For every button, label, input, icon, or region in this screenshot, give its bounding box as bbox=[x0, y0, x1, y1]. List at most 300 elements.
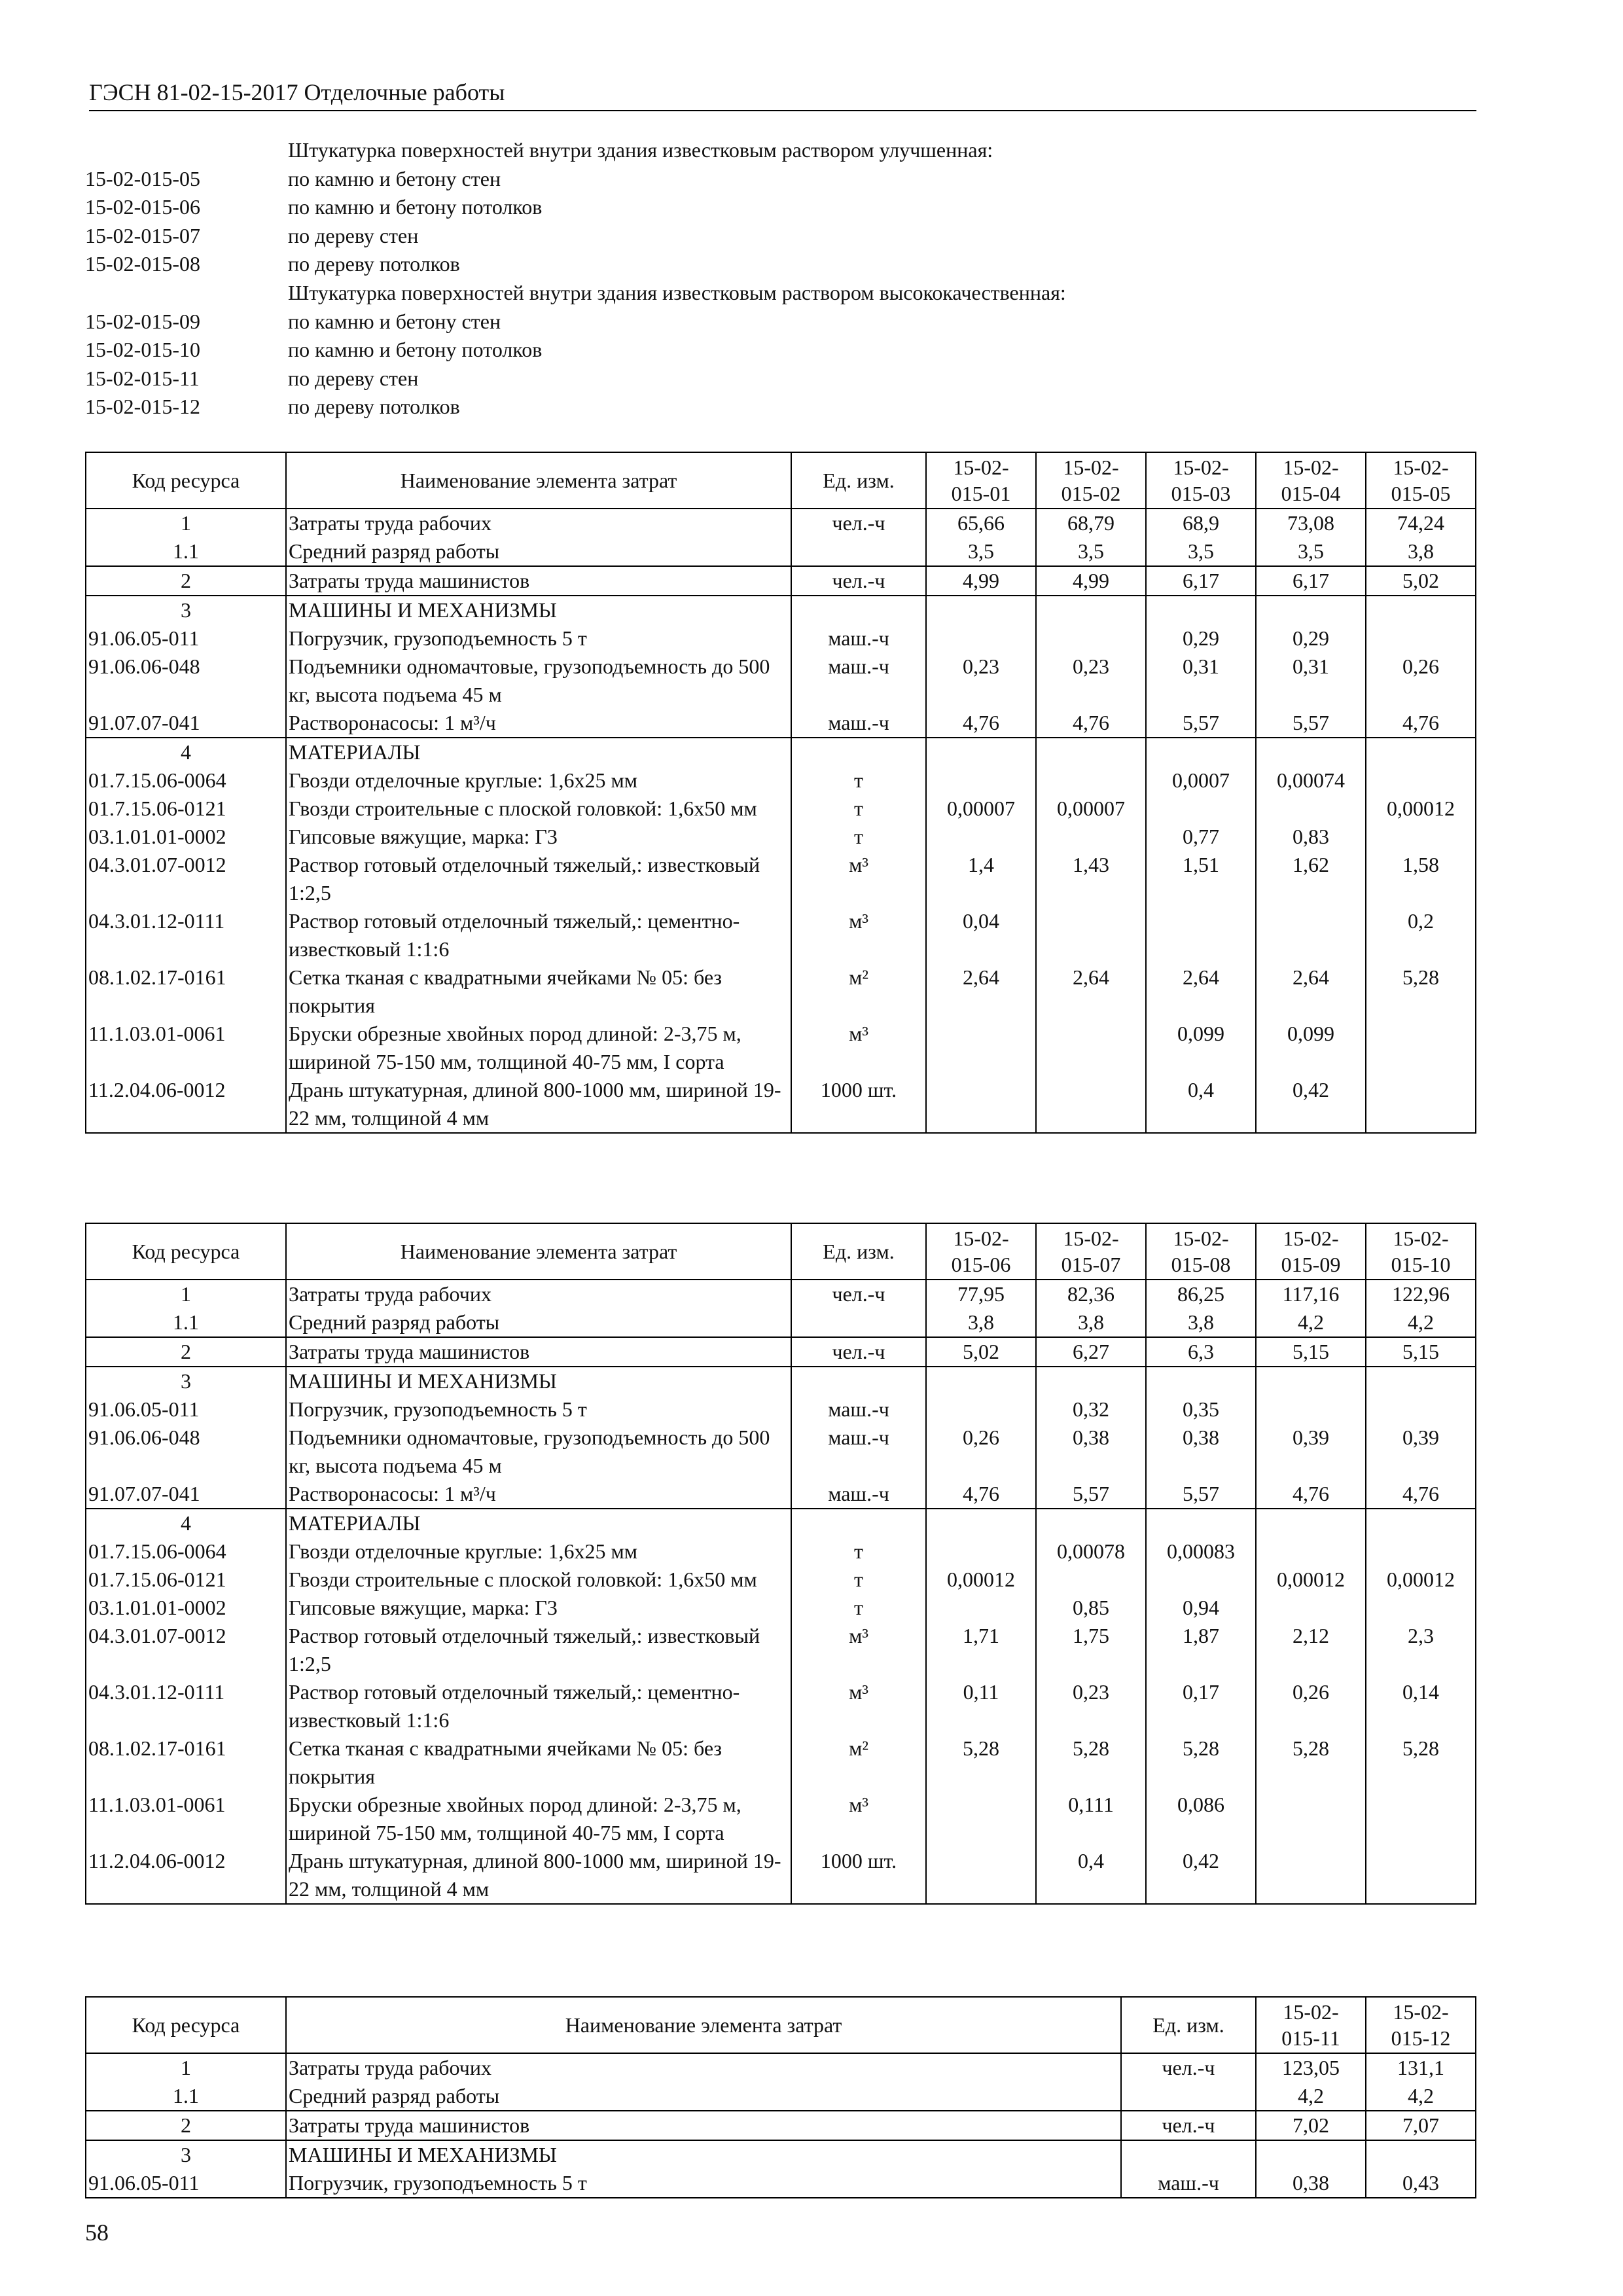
resource-code: 01.7.15.06-0064 bbox=[86, 766, 286, 795]
table-row bbox=[86, 1076, 1476, 1133]
table-row bbox=[86, 1791, 1476, 1847]
resource-unit: т bbox=[791, 1537, 926, 1566]
norm-value: 5,28 bbox=[926, 1734, 1036, 1791]
table-row bbox=[86, 709, 1476, 738]
intro-text: Штукатурка поверхностей внутри здания известковым раствором улучшенная: bbox=[288, 138, 993, 162]
resource-code: 04.3.01.12-0111 bbox=[86, 907, 286, 963]
resource-name: МАШИНЫ И МЕХАНИЗМЫ bbox=[286, 596, 791, 624]
resource-unit: маш.-ч bbox=[791, 709, 926, 738]
resource-unit: чел.-ч bbox=[1121, 2053, 1256, 2082]
intro-line bbox=[85, 336, 1486, 365]
table-row bbox=[86, 907, 1476, 963]
resource-name: Подъемники одномачтовые, грузоподъемность до 500 кг, высота подъема 45 м bbox=[286, 653, 791, 709]
resource-name: Бруски обрезные хвойных пород длиной: 2-3,75 м, шириной 75-150 мм, толщиной 40-75 мм, I сорта bbox=[286, 1020, 791, 1076]
norm-value: 5,02 bbox=[1366, 566, 1476, 596]
norm-value: 0,31 bbox=[1146, 653, 1256, 709]
norm-value: 65,66 bbox=[926, 509, 1036, 537]
norm-value bbox=[1036, 624, 1146, 653]
norm-value: 6,17 bbox=[1146, 566, 1256, 596]
norm-value bbox=[926, 1594, 1036, 1622]
header-norm-code: 15-02- 015-05 bbox=[1366, 452, 1476, 509]
header-norm-code: 15-02- 015-06 bbox=[926, 1223, 1036, 1280]
norm-value bbox=[926, 1847, 1036, 1904]
norm-value: 0,0007 bbox=[1146, 766, 1256, 795]
resource-name: Дрань штукатурная, длиной 800-1000 мм, шириной 19-22 мм, толщиной 4 мм bbox=[286, 1847, 791, 1904]
header-name: Наименование элемента затрат bbox=[286, 1223, 791, 1280]
resource-unit: м³ bbox=[791, 907, 926, 963]
resource-code: 2 bbox=[86, 1337, 286, 1367]
norm-value: 0,17 bbox=[1146, 1678, 1256, 1734]
norm-value: 2,64 bbox=[926, 963, 1036, 1020]
table-row bbox=[86, 1847, 1476, 1904]
table-row bbox=[86, 766, 1476, 795]
intro-code: 15-02-015-12 bbox=[85, 395, 200, 419]
intro-line bbox=[85, 193, 1486, 222]
document-title: ГЭСН 81-02-15-2017 Отделочные работы bbox=[89, 79, 505, 105]
norm-value: 0,26 bbox=[926, 1424, 1036, 1480]
resource-code: 1.1 bbox=[86, 2082, 286, 2111]
norm-value: 0,14 bbox=[1366, 1678, 1476, 1734]
resource-name: МАШИНЫ И МЕХАНИЗМЫ bbox=[286, 2140, 1121, 2169]
resource-code: 1 bbox=[86, 1280, 286, 1308]
resource-unit: 1000 шт. bbox=[791, 1847, 926, 1904]
norm-value: 4,76 bbox=[1366, 1480, 1476, 1509]
resource-code: 1.1 bbox=[86, 537, 286, 566]
norm-value: 0,38 bbox=[1036, 1424, 1146, 1480]
resource-code: 11.2.04.06-0012 bbox=[86, 1847, 286, 1904]
table-row bbox=[86, 509, 1476, 537]
norm-value bbox=[1366, 1020, 1476, 1076]
norm-value: 0,39 bbox=[1366, 1424, 1476, 1480]
resource-unit: маш.-ч bbox=[791, 1395, 926, 1424]
resource-code: 3 bbox=[86, 596, 286, 624]
norm-value: 0,42 bbox=[1146, 1847, 1256, 1904]
norm-value bbox=[926, 1076, 1036, 1133]
resource-name: Гипсовые вяжущие, марка: Г3 bbox=[286, 823, 791, 851]
resource-code: 1.1 bbox=[86, 1308, 286, 1337]
norm-value: 0,4 bbox=[1036, 1847, 1146, 1904]
intro-text: Штукатурка поверхностей внутри здания известковым раствором высококачественная: bbox=[288, 280, 1066, 304]
norm-value: 0,32 bbox=[1036, 1395, 1146, 1424]
norm-value bbox=[1146, 1509, 1256, 1537]
resource-unit bbox=[791, 1509, 926, 1537]
norm-value: 5,57 bbox=[1036, 1480, 1146, 1509]
resource-code: 01.7.15.06-0121 bbox=[86, 1566, 286, 1594]
norm-value bbox=[1256, 907, 1366, 963]
resource-unit: м² bbox=[791, 1734, 926, 1791]
norm-value: 4,76 bbox=[1036, 709, 1146, 738]
resource-unit: т bbox=[791, 766, 926, 795]
resource-code: 11.1.03.01-0061 bbox=[86, 1791, 286, 1847]
resource-unit: т bbox=[791, 795, 926, 823]
norm-value: 0,00083 bbox=[1146, 1537, 1256, 1566]
resource-code: 91.06.05-011 bbox=[86, 624, 286, 653]
norm-value: 5,28 bbox=[1146, 1734, 1256, 1791]
resource-code: 91.07.07-041 bbox=[86, 709, 286, 738]
resource-name: Подъемники одномачтовые, грузоподъемность до 500 кг, высота подъема 45 м bbox=[286, 1424, 791, 1480]
table-row bbox=[86, 2111, 1476, 2140]
table-row bbox=[86, 653, 1476, 709]
resource-code: 4 bbox=[86, 738, 286, 766]
resource-unit: м³ bbox=[791, 1678, 926, 1734]
intro-text: по дереву стен bbox=[288, 366, 419, 390]
table-row bbox=[86, 624, 1476, 653]
norm-value bbox=[1256, 2140, 1366, 2169]
header-norm-code: 15-02- 015-07 bbox=[1036, 1223, 1146, 1280]
header-unit: Ед. изм. bbox=[1121, 1997, 1256, 2053]
norm-value: 1,58 bbox=[1366, 851, 1476, 907]
norm-value: 5,02 bbox=[926, 1337, 1036, 1367]
intro-line bbox=[85, 165, 1486, 194]
norm-value bbox=[926, 1509, 1036, 1537]
resource-code: 08.1.02.17-0161 bbox=[86, 963, 286, 1020]
header-norm-code: 15-02- 015-08 bbox=[1146, 1223, 1256, 1280]
resource-unit: чел.-ч bbox=[1121, 2111, 1256, 2140]
resource-code: 04.3.01.12-0111 bbox=[86, 1678, 286, 1734]
table-row bbox=[86, 963, 1476, 1020]
table-row bbox=[86, 1594, 1476, 1622]
norm-value: 122,96 bbox=[1366, 1280, 1476, 1308]
resource-code: 01.7.15.06-0121 bbox=[86, 795, 286, 823]
table-row bbox=[86, 537, 1476, 566]
norm-value bbox=[1366, 1367, 1476, 1395]
resource-unit bbox=[1121, 2140, 1256, 2169]
norm-value: 0,4 bbox=[1146, 1076, 1256, 1133]
norm-value: 0,23 bbox=[1036, 1678, 1146, 1734]
norm-value: 3,5 bbox=[1256, 537, 1366, 566]
norm-value: 0,04 bbox=[926, 907, 1036, 963]
norm-value: 1,75 bbox=[1036, 1622, 1146, 1678]
resource-name: Средний разряд работы bbox=[286, 1308, 791, 1337]
resource-table-3 bbox=[85, 1996, 1476, 2198]
norm-value bbox=[1256, 1509, 1366, 1537]
norm-value: 2,64 bbox=[1146, 963, 1256, 1020]
intro-text: по дереву стен bbox=[288, 223, 419, 247]
norm-value: 1,4 bbox=[926, 851, 1036, 907]
table-row bbox=[86, 2082, 1476, 2111]
table-header-row bbox=[86, 452, 1476, 509]
resource-name: Раствор готовый отделочный тяжелый,: известковый 1:2,5 bbox=[286, 851, 791, 907]
table-row bbox=[86, 2140, 1476, 2169]
norm-value bbox=[1366, 766, 1476, 795]
norm-value bbox=[1036, 738, 1146, 766]
norm-value: 3,5 bbox=[1036, 537, 1146, 566]
resource-name: МАТЕРИАЛЫ bbox=[286, 738, 791, 766]
resource-name: Гвозди отделочные круглые: 1,6х25 мм bbox=[286, 1537, 791, 1566]
norm-value: 4,76 bbox=[926, 709, 1036, 738]
resource-name: Средний разряд работы bbox=[286, 537, 791, 566]
resource-name: Затраты труда машинистов bbox=[286, 1337, 791, 1367]
norm-value bbox=[1366, 1076, 1476, 1133]
resource-name: Затраты труда рабочих bbox=[286, 509, 791, 537]
norm-value: 7,07 bbox=[1366, 2111, 1476, 2140]
table-row bbox=[86, 1020, 1476, 1076]
resource-unit bbox=[791, 537, 926, 566]
resource-name: Дрань штукатурная, длиной 800-1000 мм, шириной 19-22 мм, толщиной 4 мм bbox=[286, 1076, 791, 1133]
norm-value: 2,64 bbox=[1036, 963, 1146, 1020]
resource-unit: м³ bbox=[791, 851, 926, 907]
norm-value bbox=[1036, 1076, 1146, 1133]
norm-value bbox=[926, 1537, 1036, 1566]
resource-code: 91.06.05-011 bbox=[86, 2169, 286, 2198]
norm-value: 5,28 bbox=[1256, 1734, 1366, 1791]
intro-code: 15-02-015-11 bbox=[85, 366, 200, 390]
intro-code: 15-02-015-08 bbox=[85, 252, 200, 276]
intro-line bbox=[85, 365, 1486, 393]
resource-unit bbox=[791, 1308, 926, 1337]
resource-code: 91.07.07-041 bbox=[86, 1480, 286, 1509]
norm-value bbox=[926, 1020, 1036, 1076]
norm-value bbox=[1366, 624, 1476, 653]
norm-value: 82,36 bbox=[1036, 1280, 1146, 1308]
norm-value: 74,24 bbox=[1366, 509, 1476, 537]
resource-name: Погрузчик, грузоподъемность 5 т bbox=[286, 1395, 791, 1424]
resource-name: Растворонасосы: 1 м³/ч bbox=[286, 1480, 791, 1509]
norm-value: 0,00012 bbox=[1366, 795, 1476, 823]
intro-text: по камню и бетону стен bbox=[288, 166, 501, 190]
norm-value: 0,11 bbox=[926, 1678, 1036, 1734]
norm-value: 0,00012 bbox=[926, 1566, 1036, 1594]
intro-code: 15-02-015-07 bbox=[85, 223, 200, 247]
norm-value bbox=[1256, 1791, 1366, 1847]
norm-value bbox=[1256, 738, 1366, 766]
intro-line bbox=[85, 136, 1486, 165]
intro-line bbox=[85, 222, 1486, 251]
norm-value: 0,00078 bbox=[1036, 1537, 1146, 1566]
header-code: Код ресурса bbox=[86, 1223, 286, 1280]
norm-value: 3,8 bbox=[1366, 537, 1476, 566]
header-norm-code: 15-02- 015-04 bbox=[1256, 452, 1366, 509]
norm-value bbox=[926, 823, 1036, 851]
norm-value bbox=[1256, 1537, 1366, 1566]
intro-line bbox=[85, 308, 1486, 336]
norm-value: 0,38 bbox=[1146, 1424, 1256, 1480]
resource-code: 4 bbox=[86, 1509, 286, 1537]
table-row bbox=[86, 566, 1476, 596]
norm-value: 6,17 bbox=[1256, 566, 1366, 596]
resource-code: 03.1.01.01-0002 bbox=[86, 1594, 286, 1622]
header-name: Наименование элемента затрат bbox=[286, 452, 791, 509]
norm-value bbox=[1036, 1020, 1146, 1076]
resource-name: Гвозди отделочные круглые: 1,6х25 мм bbox=[286, 766, 791, 795]
resource-name: Средний разряд работы bbox=[286, 2082, 1121, 2111]
table-row bbox=[86, 823, 1476, 851]
resource-unit: т bbox=[791, 1594, 926, 1622]
resource-unit: маш.-ч bbox=[791, 1424, 926, 1480]
norm-value: 5,15 bbox=[1366, 1337, 1476, 1367]
resource-unit: м³ bbox=[791, 1622, 926, 1678]
table-header-row bbox=[86, 1223, 1476, 1280]
resource-name: Раствор готовый отделочный тяжелый,: цементно-известковый 1:1:6 bbox=[286, 1678, 791, 1734]
resource-name: Раствор готовый отделочный тяжелый,: цементно-известковый 1:1:6 bbox=[286, 907, 791, 963]
norm-value: 5,57 bbox=[1146, 709, 1256, 738]
norm-value bbox=[1366, 823, 1476, 851]
norm-value: 4,2 bbox=[1366, 1308, 1476, 1337]
resource-name: Гвозди строительные с плоской головкой: 1,6х50 мм bbox=[286, 795, 791, 823]
header-code: Код ресурса bbox=[86, 452, 286, 509]
intro-text: по дереву потолков bbox=[288, 252, 460, 276]
resource-unit: чел.-ч bbox=[791, 509, 926, 537]
resource-code: 3 bbox=[86, 1367, 286, 1395]
table-row bbox=[86, 1367, 1476, 1395]
norm-value: 0,099 bbox=[1146, 1020, 1256, 1076]
intro-text: по дереву потолков bbox=[288, 395, 460, 419]
norm-value: 68,79 bbox=[1036, 509, 1146, 537]
resource-unit: маш.-ч bbox=[1121, 2169, 1256, 2198]
intro-line bbox=[85, 279, 1486, 308]
norm-value bbox=[1366, 1395, 1476, 1424]
norm-value bbox=[1036, 823, 1146, 851]
header-norm-code: 15-02- 015-11 bbox=[1256, 1997, 1366, 2053]
norm-value bbox=[1146, 1367, 1256, 1395]
norm-value: 0,111 bbox=[1036, 1791, 1146, 1847]
norm-value: 0,086 bbox=[1146, 1791, 1256, 1847]
intro-text: по камню и бетону стен bbox=[288, 309, 501, 333]
resource-code: 3 bbox=[86, 2140, 286, 2169]
norm-value: 4,99 bbox=[1036, 566, 1146, 596]
norm-value: 0,26 bbox=[1256, 1678, 1366, 1734]
norm-value: 68,9 bbox=[1146, 509, 1256, 537]
norm-value bbox=[1366, 1847, 1476, 1904]
norm-value bbox=[1146, 907, 1256, 963]
norm-value: 0,29 bbox=[1146, 624, 1256, 653]
resource-code: 01.7.15.06-0064 bbox=[86, 1537, 286, 1566]
resource-name: Бруски обрезные хвойных пород длиной: 2-3,75 м, шириной 75-150 мм, толщиной 40-75 мм, I сорта bbox=[286, 1791, 791, 1847]
intro-line bbox=[85, 250, 1486, 279]
norm-value: 0,00012 bbox=[1366, 1566, 1476, 1594]
intro-code: 15-02-015-05 bbox=[85, 166, 200, 190]
norm-value: 3,5 bbox=[926, 537, 1036, 566]
table-row bbox=[86, 851, 1476, 907]
resource-code: 04.3.01.07-0012 bbox=[86, 1622, 286, 1678]
norm-value: 0,83 bbox=[1256, 823, 1366, 851]
norm-value: 77,95 bbox=[926, 1280, 1036, 1308]
resource-name: Раствор готовый отделочный тяжелый,: известковый 1:2,5 bbox=[286, 1622, 791, 1678]
norm-value: 0,00007 bbox=[1036, 795, 1146, 823]
intro-text: по камню и бетону потолков bbox=[288, 195, 543, 219]
table-row bbox=[86, 1308, 1476, 1337]
table-row bbox=[86, 1395, 1476, 1424]
resource-unit: т bbox=[791, 1566, 926, 1594]
intro-line bbox=[85, 393, 1486, 422]
header-name: Наименование элемента затрат bbox=[286, 1997, 1121, 2053]
resource-unit bbox=[791, 596, 926, 624]
norm-value: 123,05 bbox=[1256, 2053, 1366, 2082]
norm-value: 0,23 bbox=[926, 653, 1036, 709]
table-row bbox=[86, 1424, 1476, 1480]
norm-value: 6,27 bbox=[1036, 1337, 1146, 1367]
resource-code: 91.06.05-011 bbox=[86, 1395, 286, 1424]
header-norm-code: 15-02- 015-01 bbox=[926, 452, 1036, 509]
resource-code: 2 bbox=[86, 566, 286, 596]
norm-value: 131,1 bbox=[1366, 2053, 1476, 2082]
resource-name: Сетка тканая с квадратными ячейками № 05: без покрытия bbox=[286, 1734, 791, 1791]
resource-unit: чел.-ч bbox=[791, 566, 926, 596]
norm-value: 4,2 bbox=[1256, 2082, 1366, 2111]
norm-value: 117,16 bbox=[1256, 1280, 1366, 1308]
norm-value: 0,39 bbox=[1256, 1424, 1366, 1480]
norm-value: 5,15 bbox=[1256, 1337, 1366, 1367]
norm-value: 0,2 bbox=[1366, 907, 1476, 963]
intro-code: 15-02-015-10 bbox=[85, 338, 200, 362]
norm-value bbox=[926, 738, 1036, 766]
norm-value: 0,85 bbox=[1036, 1594, 1146, 1622]
resource-unit bbox=[1121, 2082, 1256, 2111]
resource-code: 91.06.06-048 bbox=[86, 1424, 286, 1480]
resource-code: 91.06.06-048 bbox=[86, 653, 286, 709]
norm-value: 4,76 bbox=[1256, 1480, 1366, 1509]
norm-value: 0,35 bbox=[1146, 1395, 1256, 1424]
norm-value: 0,94 bbox=[1146, 1594, 1256, 1622]
table-row bbox=[86, 795, 1476, 823]
resource-unit: м² bbox=[791, 963, 926, 1020]
norm-value: 4,76 bbox=[1366, 709, 1476, 738]
norm-value: 4,99 bbox=[926, 566, 1036, 596]
table-row bbox=[86, 596, 1476, 624]
norm-value: 0,29 bbox=[1256, 624, 1366, 653]
norm-value bbox=[1256, 596, 1366, 624]
norm-value: 5,28 bbox=[1366, 963, 1476, 1020]
norm-value: 1,71 bbox=[926, 1622, 1036, 1678]
header-norm-code: 15-02- 015-09 bbox=[1256, 1223, 1366, 1280]
norm-value: 1,51 bbox=[1146, 851, 1256, 907]
norm-value: 0,26 bbox=[1366, 653, 1476, 709]
norm-value: 0,00012 bbox=[1256, 1566, 1366, 1594]
table-row bbox=[86, 1480, 1476, 1509]
norm-value bbox=[1036, 766, 1146, 795]
norm-value bbox=[1366, 1594, 1476, 1622]
header-norm-code: 15-02- 015-02 bbox=[1036, 452, 1146, 509]
resource-name: Затраты труда машинистов bbox=[286, 566, 791, 596]
header-unit: Ед. изм. bbox=[791, 1223, 926, 1280]
table-row bbox=[86, 1337, 1476, 1367]
resource-unit: м³ bbox=[791, 1020, 926, 1076]
page-number: 58 bbox=[85, 2219, 109, 2246]
norm-value bbox=[1256, 1367, 1366, 1395]
norm-value: 4,2 bbox=[1366, 2082, 1476, 2111]
resource-unit: маш.-ч bbox=[791, 1480, 926, 1509]
norm-value bbox=[1146, 738, 1256, 766]
norm-value bbox=[926, 1367, 1036, 1395]
norm-value: 86,25 bbox=[1146, 1280, 1256, 1308]
resource-code: 03.1.01.01-0002 bbox=[86, 823, 286, 851]
norm-value bbox=[1036, 1509, 1146, 1537]
resource-name: Затраты труда рабочих bbox=[286, 2053, 1121, 2082]
norm-value: 0,38 bbox=[1256, 2169, 1366, 2198]
norm-value bbox=[1256, 1847, 1366, 1904]
norm-value bbox=[926, 1395, 1036, 1424]
norm-value bbox=[1256, 795, 1366, 823]
norm-value: 2,3 bbox=[1366, 1622, 1476, 1678]
resource-unit bbox=[791, 738, 926, 766]
norm-value: 0,42 bbox=[1256, 1076, 1366, 1133]
norm-value bbox=[1146, 596, 1256, 624]
norm-value: 7,02 bbox=[1256, 2111, 1366, 2140]
table-row bbox=[86, 1509, 1476, 1537]
norm-value: 5,28 bbox=[1366, 1734, 1476, 1791]
resource-name: МАТЕРИАЛЫ bbox=[286, 1509, 791, 1537]
resource-unit: 1000 шт. bbox=[791, 1076, 926, 1133]
table-header-row bbox=[86, 1997, 1476, 2053]
header-code: Код ресурса bbox=[86, 1997, 286, 2053]
resource-name: Затраты труда рабочих bbox=[286, 1280, 791, 1308]
norm-value bbox=[1256, 1395, 1366, 1424]
norm-value: 0,31 bbox=[1256, 653, 1366, 709]
norm-value: 1,87 bbox=[1146, 1622, 1256, 1678]
intro-code: 15-02-015-09 bbox=[85, 309, 200, 333]
norm-value: 3,8 bbox=[1036, 1308, 1146, 1337]
resource-name: Гвозди строительные с плоской головкой: 1,6х50 мм bbox=[286, 1566, 791, 1594]
